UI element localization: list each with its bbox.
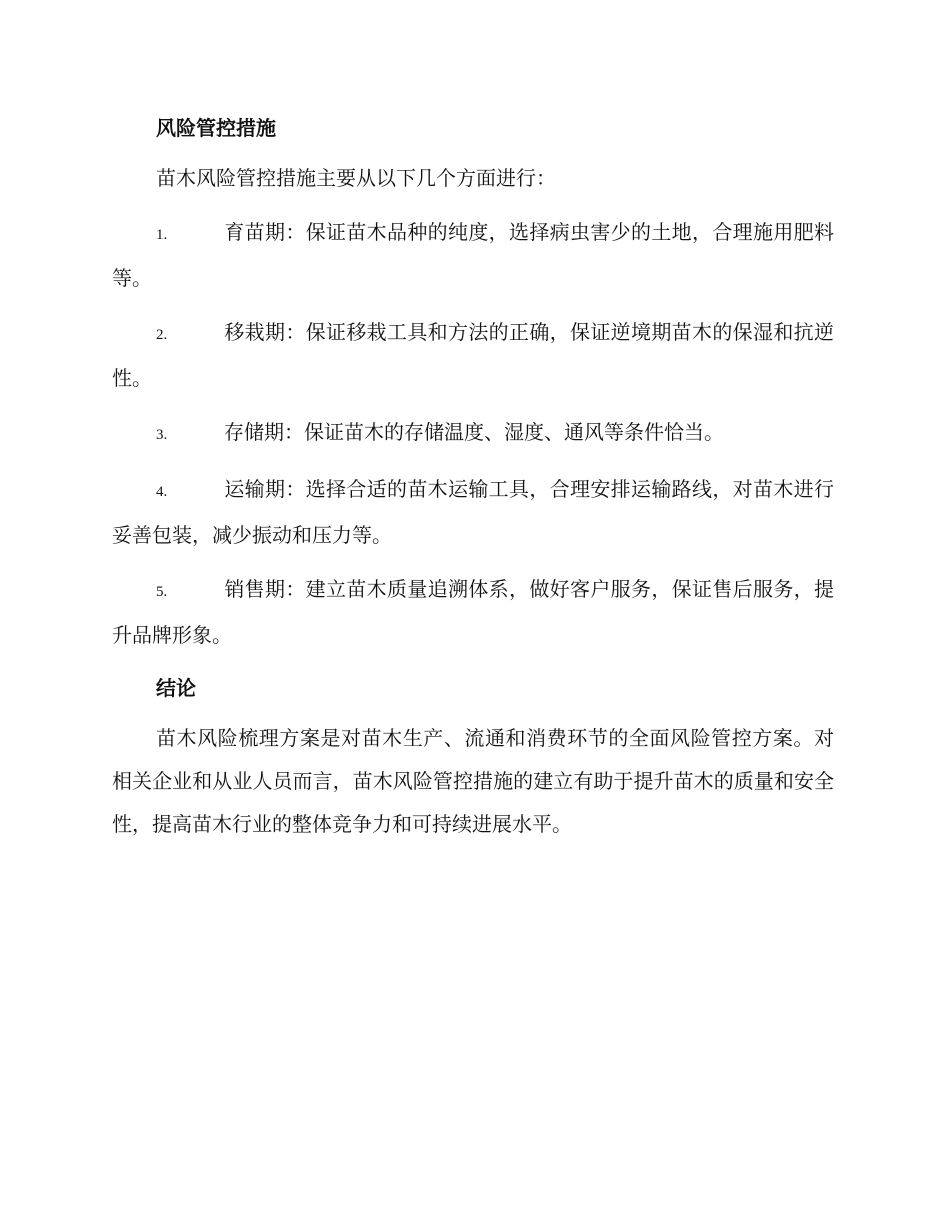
list-text: 存储期：保证苗木的存储温度、湿度、通风等条件恰当。 (224, 420, 724, 444)
list-item (112, 568, 834, 657)
list-number: 2. (156, 327, 168, 343)
section-heading-conclusion: 结论 (156, 676, 196, 700)
list-text: 销售期：建立苗木质量追溯体系，做好客户服务，保证售后服务，提升品牌形象。 (112, 577, 834, 647)
list-number: 5. (156, 584, 168, 600)
list-number: 1. (156, 227, 168, 243)
list-item (112, 211, 834, 300)
list-item (112, 468, 834, 557)
section-heading-risk-control: 风险管控措施 (156, 116, 276, 140)
intro-paragraph: 苗木风险管控措施主要从以下几个方面进行： (156, 166, 556, 190)
list-text: 运输期：选择合适的苗木运输工具，合理安排运输路线，对苗木进行妥善包装，减少振动和压力等。 (112, 477, 834, 547)
list-number: 4. (156, 484, 168, 500)
conclusion-paragraph: 苗木风险梳理方案是对苗木生产、流通和消费环节的全面风险管控方案。对相关企业和从业人员而言，苗木风险管控措施的建立有助于提升苗木的质量和安全性，提高苗木行业的整体竞争力和可持续进展水平。 (112, 726, 834, 836)
document-page (112, 108, 834, 857)
list-item (112, 411, 834, 457)
list-item (112, 311, 834, 400)
list-number: 3. (156, 427, 168, 443)
list-text: 移栽期：保证移栽工具和方法的正确，保证逆境期苗木的保湿和抗逆性。 (112, 320, 834, 390)
list-text: 育苗期：保证苗木品种的纯度，选择病虫害少的土地，合理施用肥料等。 (112, 220, 834, 290)
